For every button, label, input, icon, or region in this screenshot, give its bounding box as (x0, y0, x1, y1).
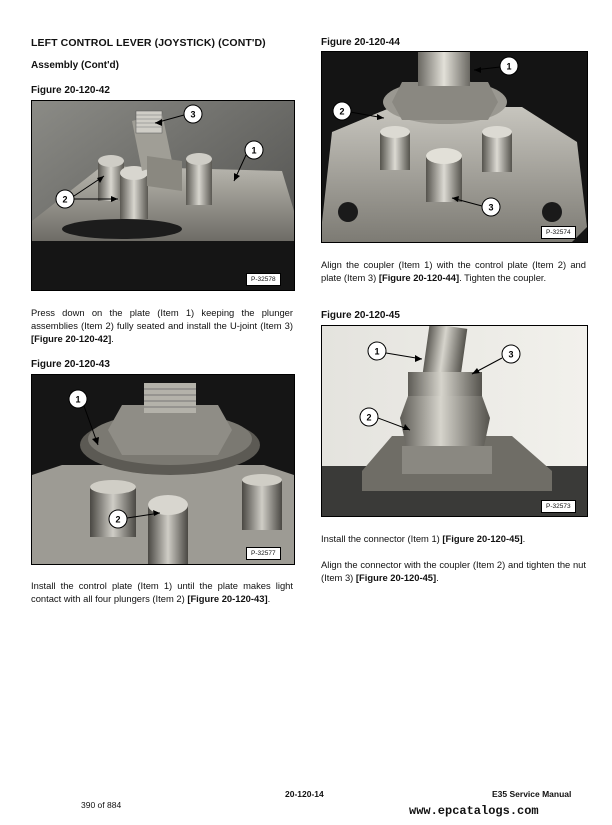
figure-caption-42: Figure 20-120-42 (31, 85, 110, 96)
callout-2: 2 (62, 194, 68, 205)
paragraph-control-plate (31, 579, 293, 605)
callout-3: 3 (190, 109, 196, 120)
figure-43-photo (31, 374, 295, 565)
p2-end: . (267, 593, 271, 604)
paragraph-plate-install (31, 306, 293, 345)
subsection-title: Assembly (Cont'd) (31, 60, 119, 71)
section-title: LEFT CONTROL LEVER (JOYSTICK) (CONT'D) (31, 37, 266, 49)
paragraph-install-connector (321, 532, 586, 545)
watermark: www.epcatalogs.com (409, 804, 539, 818)
p1-end: . (111, 333, 114, 344)
p3-figure-ref: [Figure 20-120-44] (378, 272, 460, 283)
figure-caption-45: Figure 20-120-45 (321, 310, 400, 321)
callout-1: 1 (251, 145, 257, 156)
paragraph-align-connector (321, 558, 586, 584)
callout-3: 3 (508, 349, 514, 360)
page-number: 20-120-14 (285, 789, 324, 799)
figure-caption-43: Figure 20-120-43 (31, 359, 110, 370)
figure-44-pcode: P-32574 (541, 226, 576, 239)
figure-42-photo (31, 100, 295, 291)
manual-title: E35 Service Manual (492, 789, 572, 799)
callout-1: 1 (506, 61, 512, 72)
p5-figure-ref: [Figure 20-120-45] (355, 572, 437, 583)
p1-figure-ref: [Figure 20-120-42] (31, 333, 112, 344)
callout-1: 1 (75, 394, 81, 405)
figure-caption-44: Figure 20-120-44 (321, 37, 400, 48)
callout-1: 1 (374, 346, 380, 357)
p5-end: . (436, 572, 439, 583)
figure-42-pcode: P-32578 (246, 273, 281, 286)
figure-44-photo (321, 51, 588, 243)
p3-end: . Tighten the coupler. (459, 272, 547, 283)
p2-text: Install the control plate (Item 1) until the plate makes light contact with all four plungers (Item 2) (31, 580, 293, 604)
figure-45-photo (321, 325, 588, 517)
page-count: 390 of 884 (81, 800, 122, 810)
p2-figure-ref: [Figure 20-120-43] (187, 593, 268, 604)
callout-2: 2 (339, 106, 345, 117)
callout-2: 2 (115, 514, 121, 525)
paragraph-align-coupler (321, 258, 586, 284)
callout-3: 3 (488, 202, 494, 213)
figure-45-pcode: P-32573 (541, 500, 576, 513)
p1-text: Press down on the plate (Item 1) keeping the plunger assemblies (Item 2) fully seated and install the U-joint (Item 3) (31, 307, 293, 331)
callout-2: 2 (366, 412, 372, 423)
p4-end: . (522, 533, 526, 544)
p3-text: Align the coupler (Item 1) with the control plate (Item 2) and plate (Item 3) (321, 259, 586, 283)
figure-43-pcode: P-32577 (246, 547, 281, 560)
p5-text: Align the connector with the coupler (Item 2) and tighten the nut (Item 3) (321, 559, 586, 583)
p4-text: Install the connector (Item 1) (321, 533, 443, 544)
p4-figure-ref: [Figure 20-120-45] (442, 533, 523, 544)
